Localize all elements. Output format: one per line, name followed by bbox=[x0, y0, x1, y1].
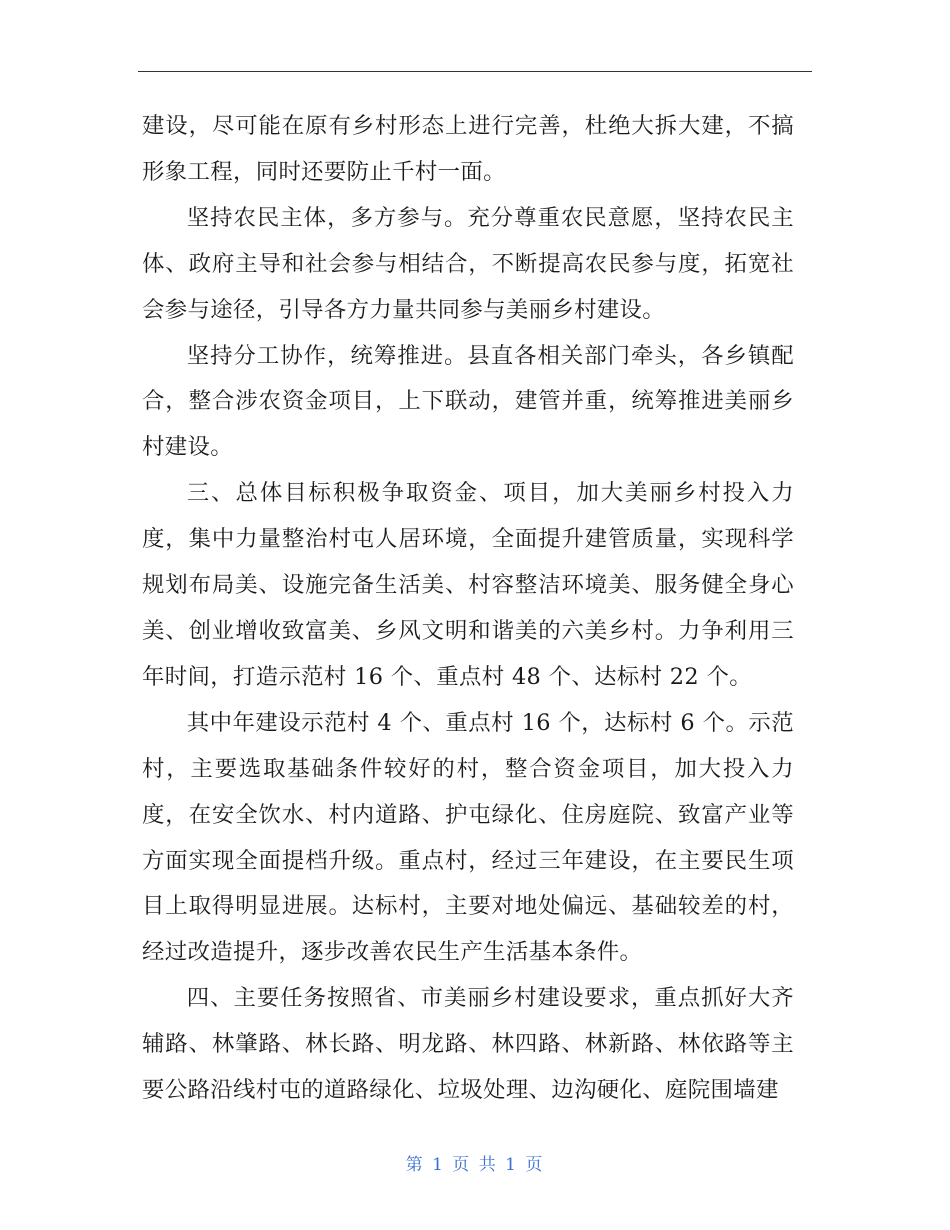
page-footer: 第 1 页 共 1 页 bbox=[405, 1155, 545, 1175]
paragraph: 四、主要任务按照省、市美丽乡村建设要求，重点抓好大齐辅路、林肇路、林长路、明龙路、林四路、林新路、林依路等主要公路沿线村屯的道路绿化、垃圾处理、边沟硬化、庭院围墙建 bbox=[142, 985, 794, 1104]
paragraph: 三、总体目标积极争取资金、项目，加大美丽乡村投入力度，集中力量整治村屯人居环境，全面提升建管质量，实现科学规划布局美、设施完备生活美、村容整洁环境美、服务健全身心美、创业增收致富美、乡风文明和谐美的六美乡村。力争利用三年时间，打造示范村 16 个、重点村 48 个、达标村 22 个。 bbox=[142, 480, 794, 690]
header-rule bbox=[138, 71, 812, 72]
paragraph: 其中年建设示范村 4 个、重点村 16 个，达标村 6 个。示范村，主要选取基础条件较好的村，整合资金项目，加大投入力度，在安全饮水、村内道路、护屯绿化、住房庭院、致富产业等方面实现全面提档升级。重点村，经过三年建设，在主要民生项目上取得明显进展。达标村，主要对地处偏远、基础较差的村，经过改造提升，逐步改善农民生产生活基本条件。 bbox=[142, 709, 794, 966]
paragraph: 坚持农民主体，多方参与。充分尊重农民意愿，坚持农民主体、政府主导和社会参与相结合，不断提高农民参与度，拓宽社会参与途径，引导各方力量共同参与美丽乡村建设。 bbox=[142, 204, 794, 323]
paragraph: 坚持分工协作，统筹推进。县直各相关部门牵头，各乡镇配合，整合涉农资金项目，上下联动，建管并重，统筹推进美丽乡村建设。 bbox=[142, 342, 794, 461]
document-body bbox=[142, 104, 794, 1114]
paragraph: 建设，尽可能在原有乡村形态上进行完善，杜绝大拆大建，不搞形象工程，同时还要防止千村一面。 bbox=[142, 113, 794, 185]
